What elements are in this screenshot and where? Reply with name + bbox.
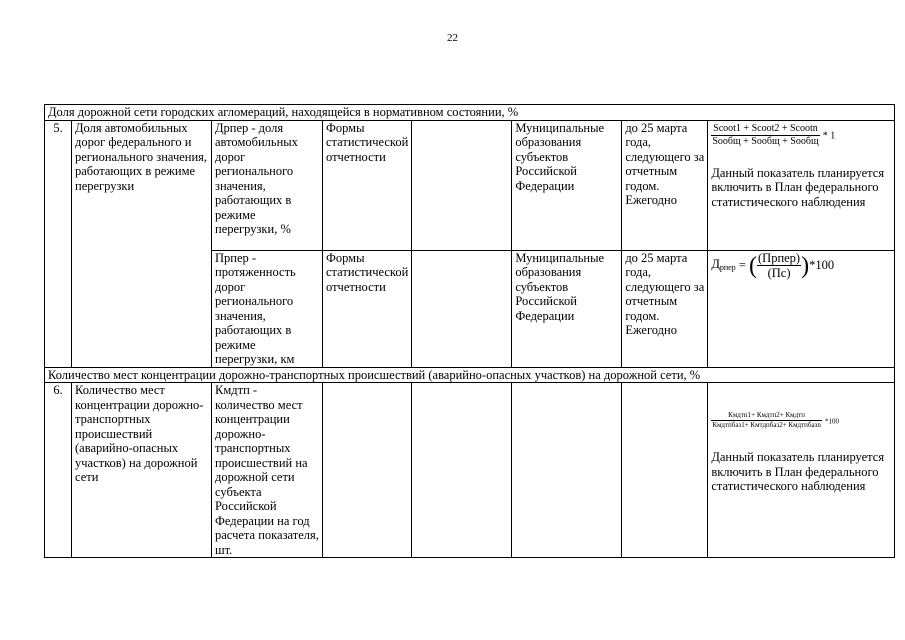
deadline	[622, 383, 708, 558]
formula-multiplier: * 1	[822, 129, 836, 141]
section-header-row	[45, 105, 895, 121]
variable-description: Прпер - протяженность дорог регионального значения, работающих в режиме перегрузки, км	[212, 250, 323, 367]
responsible-party: Муниципальные образования субъектов Российской Федерации	[512, 250, 622, 367]
section-title: Количество мест концентрации дорожно-транспортных происшествий (аварийно-опасных участков) на дорожной сети, %	[45, 367, 895, 383]
formula-cell	[708, 120, 895, 250]
formula-cell: $Д_{рпер}$ = ( (Прпер) (Пс) )*100	[708, 250, 895, 367]
formula-multiplier: *100	[809, 257, 835, 272]
section-title: Доля дорожной сети городских агломераций, находящейся в нормативном состоянии, %	[45, 105, 895, 121]
indicators-table	[44, 104, 895, 558]
indicator-name: Доля автомобильных дорог федерального и регионального значения, работающих в режиме перегрузки	[72, 120, 212, 367]
empty-cell	[412, 120, 512, 250]
responsible-party: Муниципальные образования субъектов Российской Федерации	[512, 120, 622, 250]
formula-denominator: (Пс)	[767, 266, 791, 280]
table-row	[45, 120, 895, 250]
empty-cell	[412, 250, 512, 367]
formula-fraction	[711, 123, 819, 148]
formula-denominator: Sообщ + Sообщ + Sообщ	[712, 135, 819, 147]
formula-numerator: Кмдтп1+ Кмдтп2+ Кмдтп	[711, 411, 822, 421]
formula-equals: =	[738, 257, 746, 272]
variable-description: Дрпер - доля автомобильных дорог регионального значения, работающих в режиме перегрузки, %	[212, 120, 323, 250]
formula-denominator: Кмдтпбаз1+ Кмтдпбаз2+ Кмдтпбазn	[712, 421, 821, 429]
page-number: 22	[447, 32, 458, 44]
deadline: до 25 марта года, следующего за отчетным годом. Ежегодно	[622, 250, 708, 367]
formula-fraction	[711, 411, 822, 430]
data-source	[323, 383, 412, 558]
formula-note: Данный показатель планируется включить в План федерального статистического наблюдения	[711, 450, 885, 493]
formula-fraction	[757, 251, 801, 281]
formula-note: Данный показатель планируется включить в План федерального статистического наблюдения	[711, 165, 885, 209]
responsible-party	[512, 383, 622, 558]
formula-numerator: (Прпер)	[758, 250, 801, 265]
formula-lhs: $Д_{рпер}$	[711, 257, 736, 273]
formula-numerator: Scoot1 + Scoot2 + Scootn	[713, 122, 818, 134]
empty-cell	[412, 383, 512, 558]
indicator-name: Количество мест концентрации дорожно-транспортных происшествий (аварийно-опасных участков) на дорожной сети	[72, 383, 212, 558]
formula-cell	[708, 383, 895, 558]
deadline: до 25 марта года, следующего за отчетным годом. Ежегодно	[622, 120, 708, 250]
section-header-row	[45, 367, 895, 383]
row-number: 5.	[45, 120, 72, 367]
variable-description: Кмдтп - количество мест концентрации дорожно-транспортных происшествий на дорожной сети субъекта Российской Федерации на год расчета показателя, шт.	[212, 383, 323, 558]
formula-multiplier: *100	[824, 417, 839, 426]
row-number: 6.	[45, 383, 72, 558]
data-source: Формы статистической отчетности	[323, 120, 412, 250]
table-row	[45, 383, 895, 558]
data-source: Формы статистической отчетности	[323, 250, 412, 367]
